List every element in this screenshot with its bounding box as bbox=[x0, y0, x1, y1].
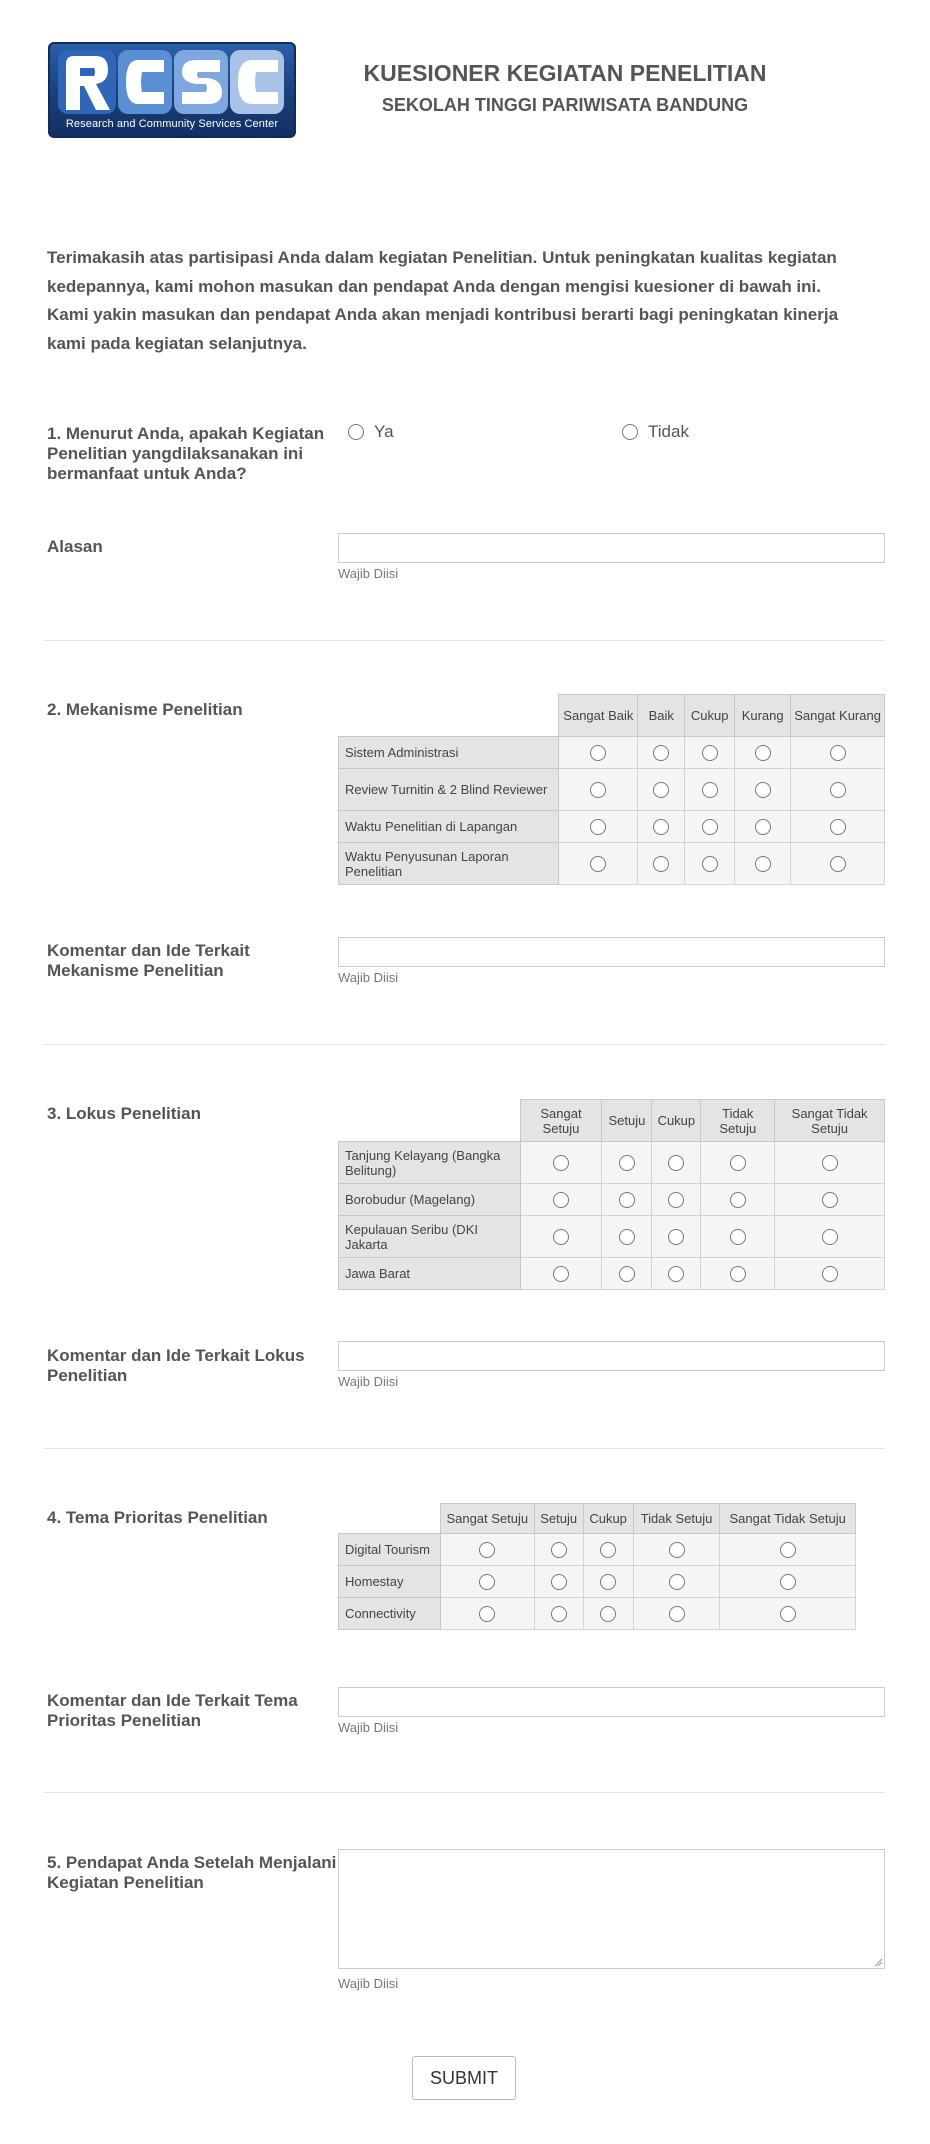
matrix-radio[interactable] bbox=[730, 1266, 746, 1282]
q4-col-header: Setuju bbox=[534, 1504, 583, 1534]
section-divider bbox=[44, 1448, 885, 1449]
q3-col-header: Tidak Setuju bbox=[701, 1100, 775, 1142]
matrix-radio[interactable] bbox=[730, 1229, 746, 1245]
matrix-radio[interactable] bbox=[590, 819, 606, 835]
matrix-radio[interactable] bbox=[830, 782, 846, 798]
matrix-radio[interactable] bbox=[730, 1155, 746, 1171]
q4-row-label: Connectivity bbox=[339, 1598, 441, 1630]
alasan-helper: Wajib Diisi bbox=[338, 566, 399, 581]
komentar3-input[interactable] bbox=[338, 1341, 885, 1371]
q3-row-label: Borobudur (Magelang) bbox=[339, 1184, 521, 1216]
intro-text: Terimakasih atas partisipasi Anda dalam kegiatan Penelitian. Untuk peningkatan kualitas kegiatan kedepannya, kami mohon masukan dan pendapat Anda dengan mengisi kuesioner di bawah ini. Kami yakin masukan dan pendapat Anda akan menjadi kontribusi berarti bagi peningkatan kinerja kami pada kegiatan selanjutnya. bbox=[47, 248, 839, 353]
matrix-radio[interactable] bbox=[822, 1155, 838, 1171]
matrix-radio[interactable] bbox=[619, 1192, 635, 1208]
matrix-radio[interactable] bbox=[780, 1574, 796, 1590]
matrix-radio[interactable] bbox=[669, 1574, 685, 1590]
matrix-radio[interactable] bbox=[479, 1574, 495, 1590]
matrix-radio[interactable] bbox=[669, 1606, 685, 1622]
submit-button[interactable]: SUBMIT bbox=[412, 2056, 516, 2100]
matrix-corner bbox=[339, 1100, 521, 1142]
matrix-radio[interactable] bbox=[755, 745, 771, 761]
matrix-radio[interactable] bbox=[479, 1606, 495, 1622]
q3-col-header: Sangat Tidak Setuju bbox=[775, 1100, 885, 1142]
q4-row-label: Homestay bbox=[339, 1566, 441, 1598]
matrix-radio[interactable] bbox=[668, 1229, 684, 1245]
matrix-corner bbox=[339, 695, 559, 737]
komentar2-label: Komentar dan Ide Terkait Mekanisme Penelitian bbox=[47, 941, 250, 980]
matrix-radio[interactable] bbox=[668, 1192, 684, 1208]
q2-row-label: Waktu Penyusunan Laporan Penelitian bbox=[339, 843, 559, 885]
alasan-label: Alasan bbox=[47, 537, 103, 556]
komentar3-helper: Wajib Diisi bbox=[338, 1374, 399, 1389]
q3-col-header: Sangat Setuju bbox=[520, 1100, 602, 1142]
q4-col-header: Tidak Setuju bbox=[633, 1504, 720, 1534]
rcsc-logo bbox=[48, 42, 296, 138]
q3-row-label: Jawa Barat bbox=[339, 1258, 521, 1290]
page-title: KUESIONER KEGIATAN PENELITIAN bbox=[363, 60, 767, 86]
matrix-radio[interactable] bbox=[653, 819, 669, 835]
matrix-radio[interactable] bbox=[551, 1606, 567, 1622]
matrix-radio[interactable] bbox=[755, 856, 771, 872]
matrix-radio[interactable] bbox=[553, 1266, 569, 1282]
matrix-radio[interactable] bbox=[822, 1266, 838, 1282]
matrix-radio[interactable] bbox=[653, 745, 669, 761]
q5-label: 5. Pendapat Anda Setelah Menjalani Kegiatan Penelitian bbox=[47, 1853, 337, 1892]
q3-row-label: Tanjung Kelayang (Bangka Belitung) bbox=[339, 1142, 521, 1184]
q2-matrix bbox=[338, 694, 885, 885]
matrix-radio[interactable] bbox=[730, 1192, 746, 1208]
matrix-radio[interactable] bbox=[830, 819, 846, 835]
matrix-radio[interactable] bbox=[619, 1229, 635, 1245]
q2-col-header: Sangat Kurang bbox=[791, 695, 885, 737]
q3-matrix bbox=[338, 1099, 885, 1290]
matrix-radio[interactable] bbox=[619, 1266, 635, 1282]
matrix-radio[interactable] bbox=[600, 1606, 616, 1622]
matrix-radio[interactable] bbox=[780, 1606, 796, 1622]
q4-label: 4. Tema Prioritas Penelitian bbox=[47, 1508, 268, 1527]
matrix-radio[interactable] bbox=[668, 1155, 684, 1171]
q1-option-tidak[interactable] bbox=[622, 422, 689, 442]
matrix-radio[interactable] bbox=[590, 745, 606, 761]
q5-textarea[interactable] bbox=[338, 1849, 885, 1969]
q3-row bbox=[339, 1142, 885, 1184]
matrix-radio[interactable] bbox=[600, 1574, 616, 1590]
komentar4-input[interactable] bbox=[338, 1687, 885, 1717]
q2-row-label: Sistem Administrasi bbox=[339, 737, 559, 769]
matrix-radio[interactable] bbox=[653, 856, 669, 872]
q4-col-header: Sangat Tidak Setuju bbox=[720, 1504, 856, 1534]
matrix-radio[interactable] bbox=[479, 1542, 495, 1558]
q3-row bbox=[339, 1258, 885, 1290]
logo-letters-graphic bbox=[56, 48, 288, 118]
q4-col-header: Sangat Setuju bbox=[440, 1504, 534, 1534]
matrix-radio[interactable] bbox=[619, 1155, 635, 1171]
matrix-radio[interactable] bbox=[702, 819, 718, 835]
q2-col-header: Kurang bbox=[735, 695, 791, 737]
q2-row-label: Waktu Penelitian di Lapangan bbox=[339, 811, 559, 843]
q4-row bbox=[339, 1534, 856, 1566]
q2-row bbox=[339, 811, 885, 843]
matrix-radio[interactable] bbox=[590, 782, 606, 798]
q3-col-header: Cukup bbox=[652, 1100, 701, 1142]
q5-helper: Wajib Diisi bbox=[338, 1976, 399, 1991]
matrix-radio[interactable] bbox=[551, 1542, 567, 1558]
komentar3-label: Komentar dan Ide Terkait Lokus Penelitian bbox=[47, 1346, 305, 1385]
page-subtitle: SEKOLAH TINGGI PARIWISATA BANDUNG bbox=[381, 95, 749, 115]
matrix-radio[interactable] bbox=[755, 782, 771, 798]
q2-row bbox=[339, 843, 885, 885]
q2-col-header: Baik bbox=[638, 695, 685, 737]
matrix-radio[interactable] bbox=[551, 1574, 567, 1590]
q3-row-label: Kepulauan Seribu (DKI Jakarta bbox=[339, 1216, 521, 1258]
matrix-radio[interactable] bbox=[830, 856, 846, 872]
q1-option-tidak-label: Tidak bbox=[648, 422, 689, 441]
matrix-radio[interactable] bbox=[780, 1542, 796, 1558]
matrix-radio[interactable] bbox=[553, 1192, 569, 1208]
alasan-input[interactable] bbox=[338, 533, 885, 563]
q3-label: 3. Lokus Penelitian bbox=[47, 1104, 201, 1123]
q2-col-header: Sangat Baik bbox=[559, 695, 638, 737]
q1-option-ya[interactable] bbox=[348, 422, 394, 442]
q4-row bbox=[339, 1566, 856, 1598]
matrix-radio[interactable] bbox=[653, 782, 669, 798]
q2-row bbox=[339, 769, 885, 811]
matrix-radio[interactable] bbox=[590, 856, 606, 872]
q3-row bbox=[339, 1216, 885, 1258]
matrix-radio[interactable] bbox=[822, 1192, 838, 1208]
section-divider bbox=[44, 1044, 885, 1045]
matrix-radio[interactable] bbox=[669, 1542, 685, 1558]
radio-tidak[interactable] bbox=[622, 424, 638, 440]
q4-row-label: Digital Tourism bbox=[339, 1534, 441, 1566]
q2-label: 2. Mekanisme Penelitian bbox=[47, 700, 243, 719]
matrix-radio[interactable] bbox=[553, 1155, 569, 1171]
komentar2-helper: Wajib Diisi bbox=[338, 970, 399, 985]
q3-row bbox=[339, 1184, 885, 1216]
matrix-corner bbox=[339, 1504, 441, 1534]
matrix-radio[interactable] bbox=[553, 1229, 569, 1245]
logo-caption: Research and Community Services Center bbox=[65, 118, 279, 130]
q2-row-label: Review Turnitin & 2 Blind Reviewer bbox=[339, 769, 559, 811]
komentar4-label: Komentar dan Ide Terkait Tema Prioritas Penelitian bbox=[47, 1691, 298, 1730]
matrix-radio[interactable] bbox=[702, 782, 718, 798]
q1-label: 1. Menurut Anda, apakah Kegiatan Penelitian yangdilaksanakan ini bermanfaat untuk Anda? bbox=[47, 424, 325, 483]
q1-option-ya-label: Ya bbox=[374, 422, 394, 441]
section-divider bbox=[44, 640, 885, 641]
q4-col-header: Cukup bbox=[583, 1504, 633, 1534]
q2-col-header: Cukup bbox=[685, 695, 735, 737]
section-divider bbox=[44, 1792, 885, 1793]
matrix-radio[interactable] bbox=[668, 1266, 684, 1282]
matrix-radio[interactable] bbox=[830, 745, 846, 761]
q2-row bbox=[339, 737, 885, 769]
resize-grip-icon[interactable] bbox=[873, 1957, 883, 1967]
matrix-radio[interactable] bbox=[702, 856, 718, 872]
q3-col-header: Setuju bbox=[602, 1100, 652, 1142]
matrix-radio[interactable] bbox=[822, 1229, 838, 1245]
matrix-radio[interactable] bbox=[702, 745, 718, 761]
komentar4-helper: Wajib Diisi bbox=[338, 1720, 399, 1735]
radio-ya[interactable] bbox=[348, 424, 364, 440]
komentar2-input[interactable] bbox=[338, 937, 885, 967]
q4-row bbox=[339, 1598, 856, 1630]
q4-matrix bbox=[338, 1503, 856, 1630]
matrix-radio[interactable] bbox=[600, 1542, 616, 1558]
matrix-radio[interactable] bbox=[755, 819, 771, 835]
